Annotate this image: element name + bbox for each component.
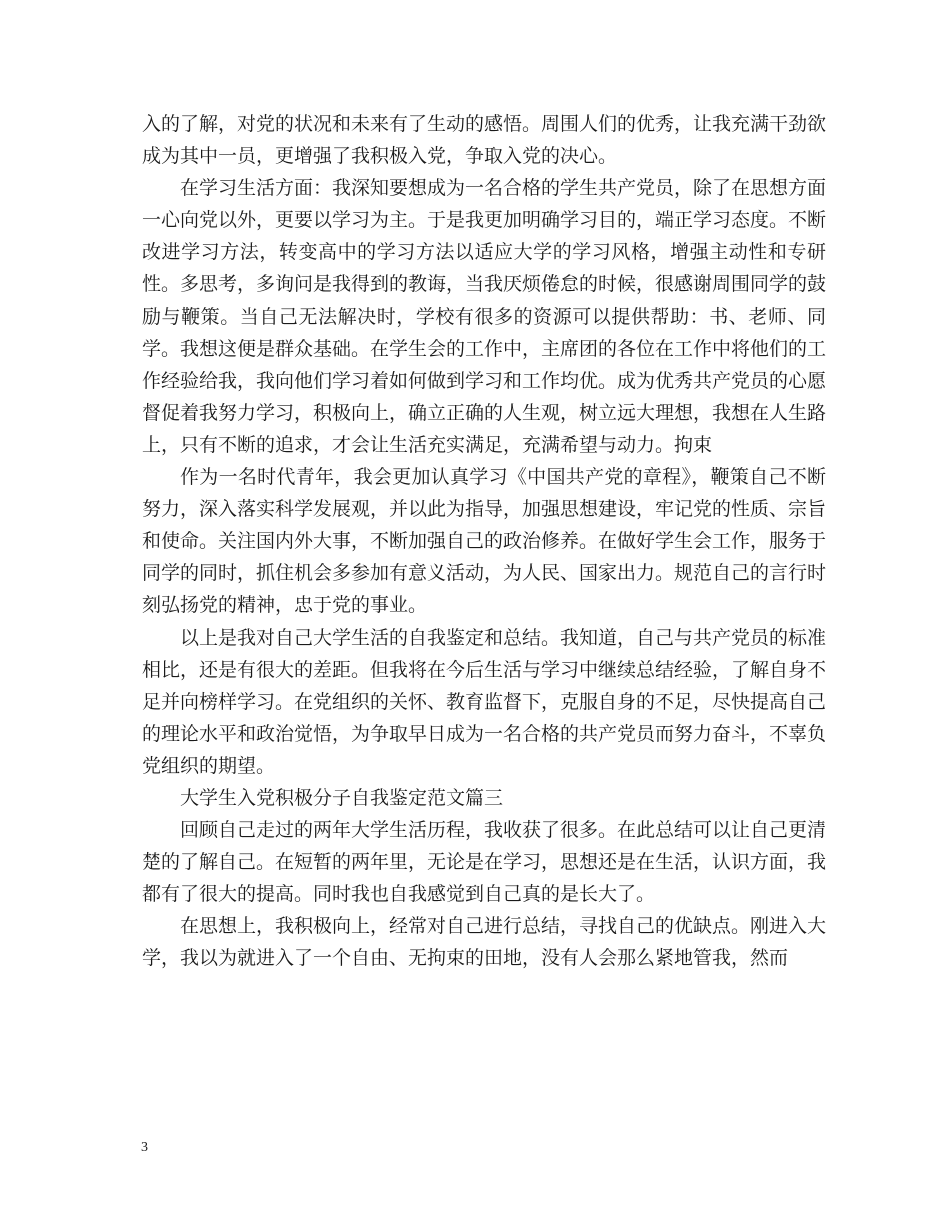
paragraph-2: 在学习生活方面：我深知要想成为一名合格的学生共产党员，除了在思想方面一心向党以外，更要以学习为主。于是我更加明确学习目的，端正学习态度。不断改进学习方法，转变高中的学习方法以适应大学的学习风格，增强主动性和专研性。多思考，多询问是我得到的教诲，当我厌烦倦怠的时候，很感谢周围同学的鼓励与鞭策。当自己无法解决时，学校有很多的资源可以提供帮助：书、老师、同学。我想这便是群众基础。在学生会的工作中，主席团的各位在工作中将他们的工作经验给我，我向他们学习着如何做到学习和工作均优。成为优秀共产党员的心愿督促着我努力学习，积极向上，确立正确的人生观，树立远大理想，我想在人生路上，只有不断的追求，才会让生活充实满足，充满希望与动力。拘束	[142, 177, 827, 456]
section-heading: 大学生入党积极分子自我鉴定范文篇三	[180, 786, 504, 809]
paragraph-4: 以上是我对自己大学生活的自我鉴定和总结。我知道，自己与共产党员的标准相比，还是有很大的差距。但我将在今后生活与学习中继续总结经验，了解自身不足并向榜样学习。在党组织的关怀、教育监督下，克服自身的不足，尽快提高自己的理论水平和政治觉悟，为争取早日成为一名合格的共产党员而努力奋斗，不辜负党组织的期望。	[142, 626, 827, 777]
paragraph-7: 在思想上，我积极向上，经常对自己进行总结，寻找自己的优缺点。刚进入大学，我以为就进入了一个自由、无拘束的田地，没有人会那么紧地管我，然而	[142, 915, 827, 970]
paragraph-6: 回顾自己走过的两年大学生活历程，我收获了很多。在此总结可以让自己更清楚的了解自己。在短暂的两年里，无论是在学习，思想还是在生活，认识方面，我都有了很大的提高。同时我也自我感觉到自己真的是长大了。	[142, 819, 827, 906]
document-body	[142, 108, 826, 975]
paragraph-1: 入的了解，对党的状况和未来有了生动的感悟。周围人们的优秀，让我充满干劲欲成为其中一员，更增强了我积极入党，争取入党的决心。	[142, 113, 827, 168]
page-number: 3	[141, 1140, 148, 1155]
paragraph-3: 作为一名时代青年，我会更加认真学习《中国共产党的章程》，鞭策自己不断努力，深入落实科学发展观，并以此为指导，加强思想建设，牢记党的性质、宗旨和使命。关注国内外大事，不断加强自己的政治修养。在做好学生会工作，服务于同学的同时，抓住机会多参加有意义活动，为人民、国家出力。规范自己的言行时刻弘扬党的精神，忠于党的事业。	[142, 466, 827, 617]
